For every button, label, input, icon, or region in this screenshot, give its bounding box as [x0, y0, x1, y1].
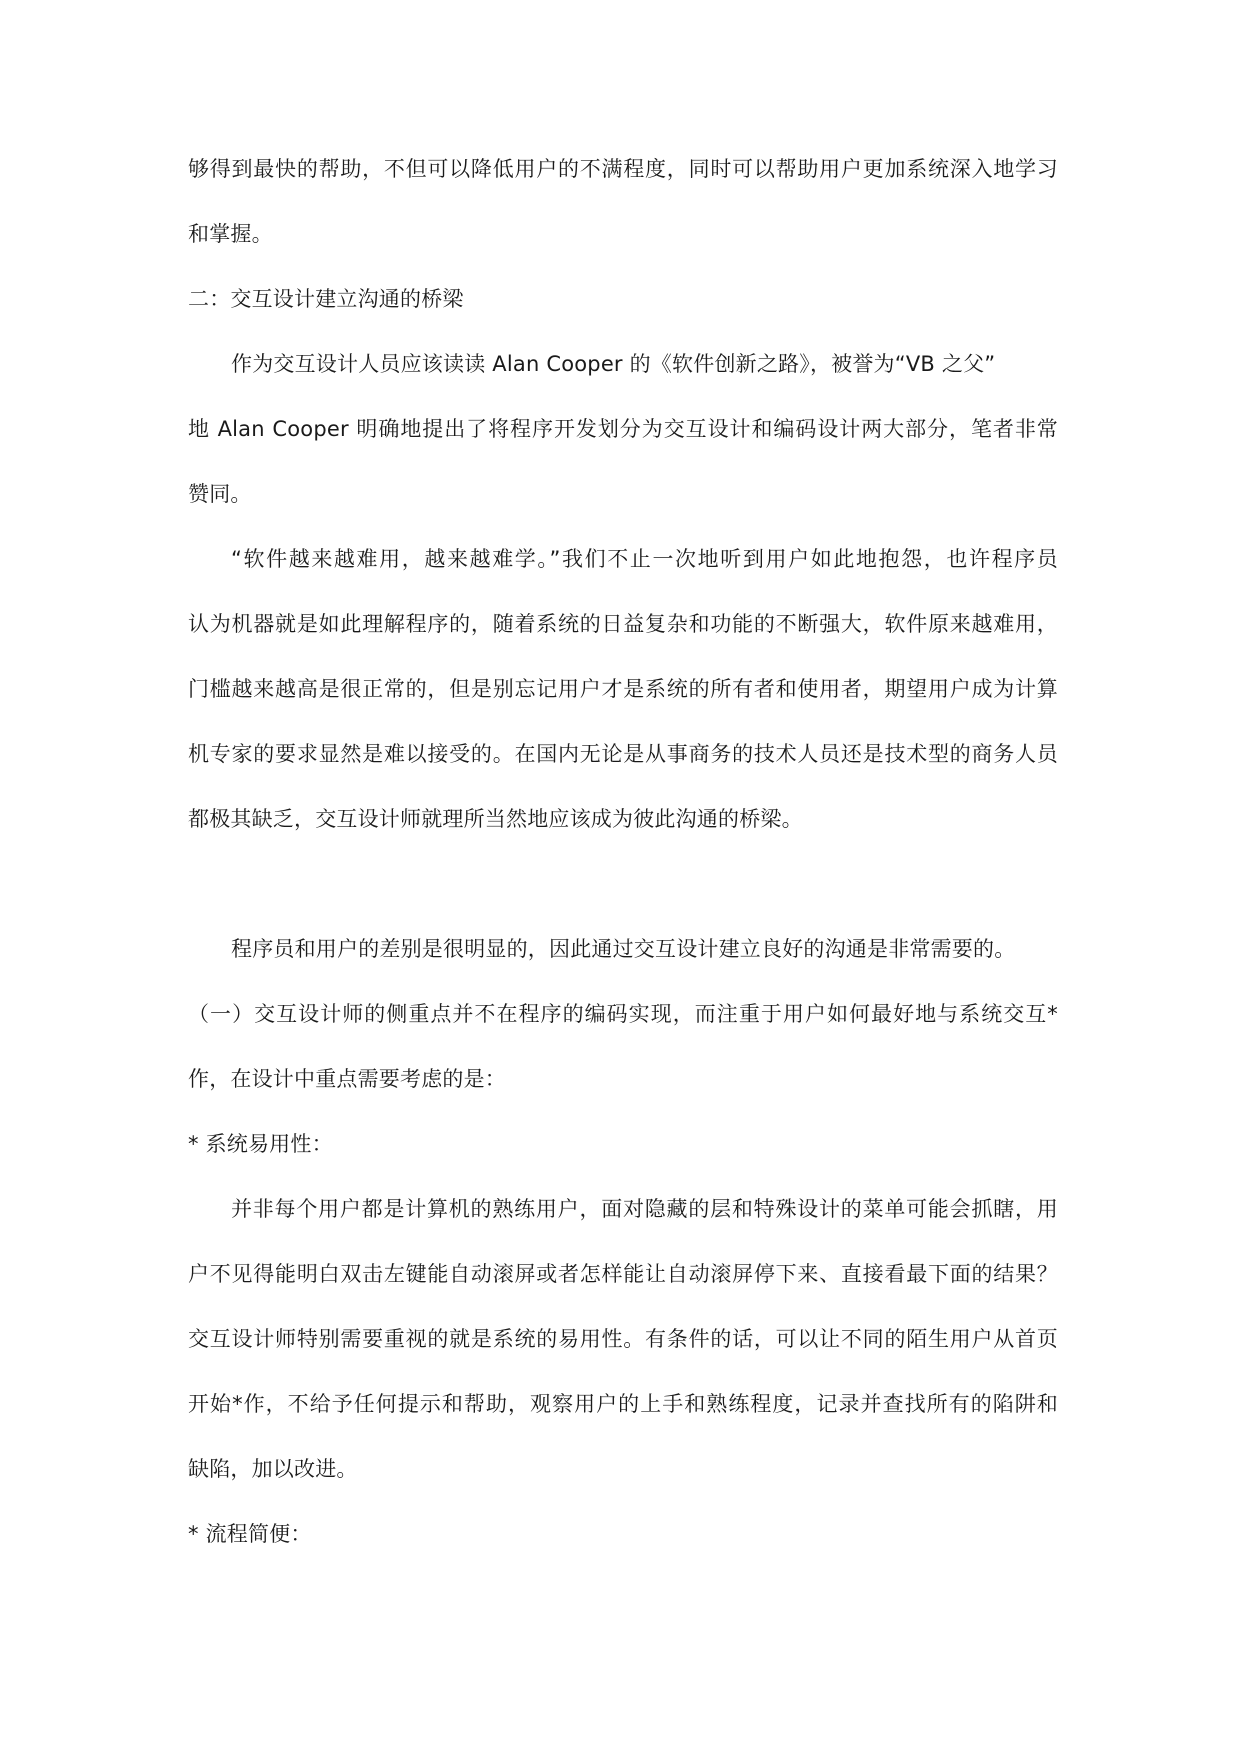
body-text-line: 户不见得能明白双击左键能自动滚屏或者怎样能让自动滚屏停下来、直接看最下面的结果？: [188, 1262, 1058, 1286]
paragraph-first-line: “软件越来越难用，越来越难学。”我们不止一次地听到用户如此地抱怨，也许程序员: [231, 547, 1058, 571]
body-text-line: 认为机器就是如此理解程序的，随着系统的日益复杂和功能的不断强大，软件原来越难用，: [188, 612, 1058, 636]
body-text-line: 机专家的要求显然是难以接受的。在国内无论是从事商务的技术人员还是技术型的商务人员: [188, 742, 1058, 766]
body-text-line: 门槛越来越高是很正常的，但是别忘记用户才是系统的所有者和使用者，期望用户成为计算: [188, 677, 1058, 701]
document-body: [188, 156, 1058, 1586]
body-text-line: 交互设计师特别需要重视的就是系统的易用性。有条件的话，可以让不同的陌生用户从首页: [188, 1327, 1058, 1351]
body-text-line: 都极其缺乏，交互设计师就理所当然地应该成为彼此沟通的桥梁。: [188, 807, 803, 831]
bullet-heading: * 系统易用性：: [188, 1132, 333, 1156]
body-text-line: 够得到最快的帮助，不但可以降低用户的不满程度，同时可以帮助用户更加系统深入地学习: [188, 157, 1058, 181]
paragraph-first-line: 程序员和用户的差别是很明显的，因此通过交互设计建立良好的沟通是非常需要的。: [231, 937, 1016, 961]
blank-line: [188, 871, 1058, 936]
section-heading: 二：交互设计建立沟通的桥梁: [188, 287, 464, 311]
body-text-line: 赞同。: [188, 482, 252, 506]
body-text-line: 地 Alan Cooper 明确地提出了将程序开发划分为交互设计和编码设计两大部分，笔者非常: [188, 417, 1058, 441]
body-text-line: 和掌握。: [188, 222, 273, 246]
paragraph-first-line: 并非每个用户都是计算机的熟练用户，面对隐藏的层和特殊设计的菜单可能会抓瞎，用: [231, 1197, 1058, 1221]
body-text-line: 缺陷，加以改进。: [188, 1457, 358, 1481]
subsection-heading: （一）交互设计师的侧重点并不在程序的编码实现，而注重于用户如何最好地与系统交互*: [188, 1002, 1058, 1026]
body-text-line: 作，在设计中重点需要考虑的是：: [188, 1067, 506, 1091]
paragraph-first-line: 作为交互设计人员应该读读 Alan Cooper 的《软件创新之路》，被誉为“VB 之父”: [231, 352, 996, 376]
body-text-line: 开始*作，不给予任何提示和帮助，观察用户的上手和熟练程度，记录并查找所有的陷阱和: [188, 1392, 1058, 1416]
bullet-heading: * 流程简便：: [188, 1522, 312, 1546]
